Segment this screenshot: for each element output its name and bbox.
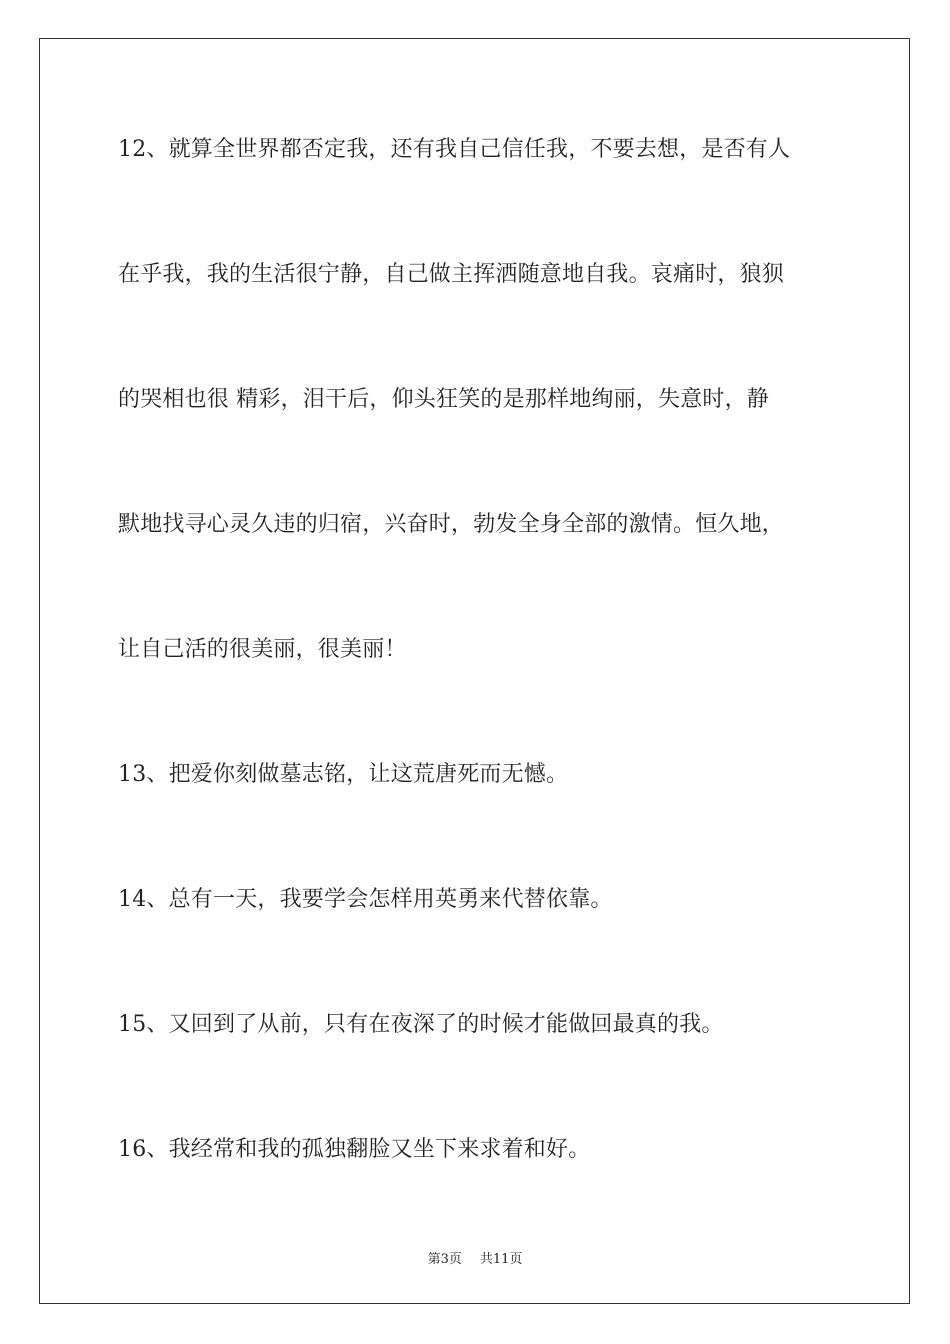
- text-line-6: 13、把爱你刻做墓志铭，让这荒唐死而无憾。: [118, 762, 569, 787]
- page-total: 共11页: [479, 1252, 523, 1267]
- text-line-7: 14、总有一天，我要学会怎样用英勇来代替依靠。: [118, 887, 613, 912]
- text-line-5: 让自己活的很美丽，很美丽！: [118, 637, 407, 662]
- text-line-3: 的哭相也很 精彩，泪干后，仰头狂笑的是那样地绚丽，失意时，静: [118, 387, 769, 412]
- text-line-9: 16、我经常和我的孤独翻脸又坐下来求着和好。: [118, 1137, 591, 1162]
- page-frame: [39, 38, 910, 1304]
- text-line-4: 默地找寻心灵久违的归宿，兴奋时，勃发全身全部的激情。恒久地，: [118, 512, 785, 537]
- page-number: 第3页: [427, 1252, 462, 1267]
- text-line-2: 在乎我，我的生活很宁静，自己做主挥洒随意地自我。哀痛时，狼狈: [118, 262, 785, 287]
- text-line-8: 15、又回到了从前，只有在夜深了的时候才能做回最真的我。: [118, 1012, 724, 1037]
- text-line-1: 12、就算全世界都否定我，还有我自己信任我，不要去想，是否有人: [118, 137, 791, 162]
- page-footer: [0, 1248, 950, 1267]
